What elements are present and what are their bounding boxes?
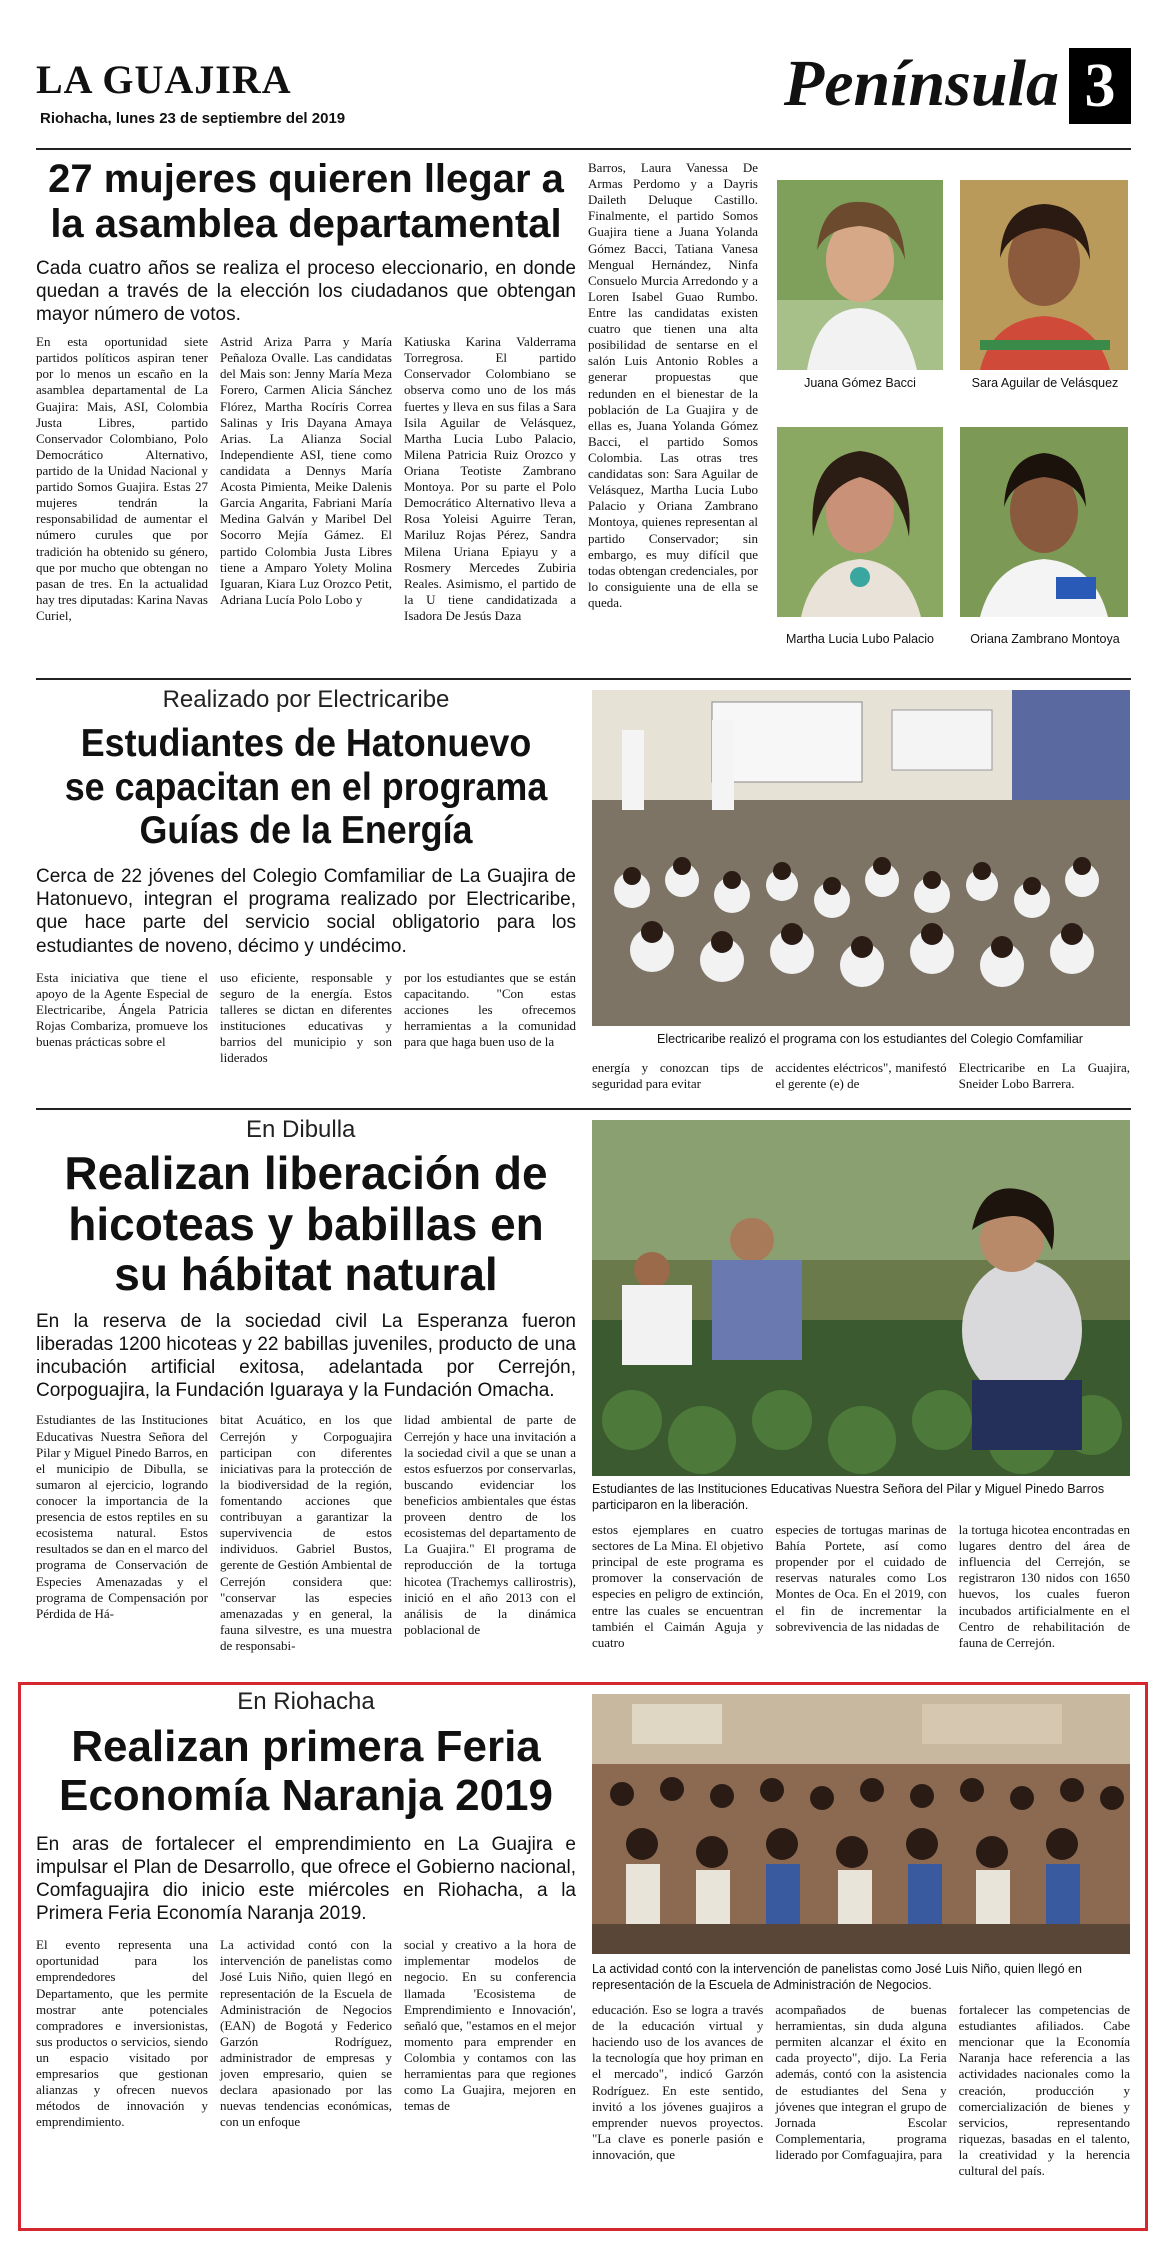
article-column: acompañados de buenas herramientas, sin duda alguna permiten alcanzar el éxito en cada proyecto", dijo. La Feria además, contó con la asistencia de estudiantes del Sena y jóvenes que integran el grupo de Jornada Escolar Complementaria, programa liderado por Comfaguajira, para	[775, 2002, 947, 2162]
article-column: educación. Eso se logra a través de la educación virtual y haciendo uso de los avances de la tecnología que hoy priman en el mercado", indicó Garzón Rodríguez. En este sentido, invitó a los jóvenes guajiros a emprender nuevos proyectos. "La clave es ponerle pasión e innovación, que	[592, 2002, 764, 2162]
article-kicker: En Dibulla	[246, 1116, 356, 1143]
article-lead: Cada cuatro años se realiza el proceso eleccionario, en donde quedan a través de la elección los ciudadanos que obtengan mayor número de votos.	[36, 257, 576, 325]
article-lead: En la reserva de la sociedad civil La Esperanza fueron liberadas 1200 hicoteas y 22 babillas juveniles, producto de una incubación artificial exitosa, adelantada por Cerrejón, Corpoguajira, la Fundación Iguaraya y la Fundación Omacha.	[36, 1310, 576, 1402]
masthead	[36, 40, 1131, 150]
electricaribe-photo	[592, 690, 1130, 1026]
article-lead: Cerca de 22 jóvenes del Colegio Comfamiliar de La Guajira de Hatonuevo, integran el programa realizado por Electricaribe, que hace parte del servicio social obligatorio para los estudiantes de noveno, décimo y undécimo.	[36, 866, 576, 957]
feria-photo	[592, 1694, 1130, 1954]
article-column: especies de tortugas marinas de Bahía Portete, así como propender por el cuidado de reservas naturales como Los Montes de Oca. En el 2019, con el fin de incrementar la sobrevivencia de las nidadas de	[775, 1522, 947, 1634]
article-column: Astrid Ariza Parra y María Peñaloza Ovalle. Las candidatas del Mais son: Jenny María Meza Forero, Carmen Alicia Sánchez Flórez, Martha Rocíris Correa Salinas y Iris Dayana Amaya Arias. La Alianza Social Independiente ASI, tiene como candidata a Dennys María Acosta Pimienta, Meike Dalenis Garcia Angarita, Fabriani María Medina Galván y Maribel Del Socorro Mejía Gámez. El partido Colombia Justa Libres tiene a Amparo Yolety Molina Iguaran, Kiara Luz Orozco Petit, Adriana Lucía Polo Lobo y	[220, 334, 392, 607]
dibulla-photo	[592, 1120, 1130, 1476]
article-column: bitat Acuático, en los que Cerrejón y Corpoguajira participan con diferentes iniciativas para la protección de la biodiversidad de la región, fomentando acciones que contribuyan a garantizar la supervivencia de estos individuos. Gabriel Bustos, gerente de Gestión Ambiental de Cerrejón considera que: "conservar las especies amenazadas y en general, la fauna silvestre, es una muestra de responsabi-	[220, 1412, 392, 1653]
portrait-caption: Oriana Zambrano Montoya	[970, 632, 1120, 646]
article-bottom-columns	[592, 2002, 1130, 2212]
article-dibulla	[36, 1116, 576, 1671]
article-kicker: En Riohacha	[237, 1688, 375, 1715]
portrait-photo	[777, 180, 943, 370]
section-divider	[36, 1108, 1131, 1110]
article-column: Barros, Laura Vanessa De Armas Perdomo y a Dayris Daileth Deluque Castillo. Finalmente, el partido Somos Guajira tiene a Juana Yolanda Gómez Bacci, Tatiana Vanesa Mengual Hernández, Ninfa Consuelo Murcia Arredondo y a Loren Isabel Guao Rumbo. Entre las candidatas existen cuatro que tienen una alta posibilidad de sentarse en el salón Luis Antonio Robles a generar propuestas que redunden en el bienestar de la población de La Guajira y de ellas es, Juana Yolanda Gómez Bacci, el partido Somos Colombia. Las otras tres candidatas son: Sara Aguilar de Velásquez, Martha Lucia Lubo Palacio y Oriana Zambrano Montoya, quienes representan al partido Conservador; sin embargo, es muy difícil que todas obtengan credenciales, por lo consiguiente una de ella se queda.	[588, 160, 758, 610]
article-headline: Estudiantes de Hatonuevo se capacitan en el programa Guías de la Energía	[64, 722, 548, 853]
article-bottom-columns	[592, 1522, 1130, 1672]
article-columns	[36, 1937, 576, 2130]
article-column: la tortuga hicotea encontradas en lugares dentro del área de influencia del Cerrejón, se registraron 130 nidos con 1650 huevos, los cuales fueron incubados artificialmente en el Centro de rehabilitación de fauna de Cerrejón.	[958, 1522, 1130, 1650]
article-column: social y creativo a la hora de implementar modelos de negocio. En su conferencia llamada 'Ecosistema de Emprendimiento e Innovación', señaló que, "estamos en el mejor momento para emprender en Colombia y contamos con las herramientas para que regiones como La Guajira, mejoren en temas de	[404, 1937, 576, 2114]
masthead-divider	[36, 148, 1131, 150]
section-divider	[36, 678, 1131, 680]
article-column: Estudiantes de las Instituciones Educativas Nuestra Señora del Pilar y Miguel Pinedo Barros, en el municipio de Dibulla, se sumaron al ejercicio, logrando conocer la importancia de la presencia de estos reptiles en su ecosistema natural. Estos resultados se dan en el marco del programa de Conservación de Especies Amenazadas y el programa de Compensación por Pérdida de Há-	[36, 1412, 208, 1621]
article-column: En esta oportunidad siete partidos políticos aspiran tener por lo menos un escaño en la asamblea departamental de La Guajira: Mais, ASI, Colombia Justa Libres, partido Conservador Colombiano, Polo Democrático Alternativo, partido de la Unidad Nacional y partido Somos Guajira. Estas 27 mujeres tendrán la responsabilidad de aumentar el número curules que por tradición ha obtenido su género, que por mucho que obtengan no pasan de tres. En la actualidad hay tres diputadas: Karina Navas Curiel,	[36, 334, 208, 623]
portrait-caption: Martha Lucia Lubo Palacio	[785, 632, 934, 646]
article-column: estos ejemplares en cuatro sectores de La Mina. El objetivo principal de este programa es promover la conservación de especies en peligro de extinción, entre las cuales se encuentran también el Caimán Aguja y cuatro	[592, 1522, 764, 1650]
article-headline: 27 mujeres quieren llegar a la asamblea departamental	[48, 157, 564, 246]
portrait-photo	[960, 180, 1128, 370]
article-column: por los estudiantes que se están capacitando. "Con estas acciones les ofrecemos herramientas a la comunidad para que haga buen uso de la	[404, 969, 576, 1050]
article-bottom-columns	[592, 1060, 1130, 1100]
photo-caption: Electricaribe realizó el programa con los estudiantes del Colegio Comfamiliar	[657, 1032, 1083, 1046]
article-asamblea-continued	[588, 160, 758, 670]
photo-caption: Estudiantes de las Instituciones Educativas Nuestra Señora del Pilar y Miguel Pinedo Barros participaron en la liberación.	[592, 1482, 1105, 1512]
article-column: Katiuska Karina Valderrama Torregrosa. El partido Conservador Colombiano se observa como uno de los más fuertes y lleva en sus filas a Sara Isila Aguilar de Velásquez, Martha Lucia Lubo Palacio, Milena Patricia Ruiz Orozco y Oriana Teotiste Zambrano Montoya. Por su parte el Polo Democrático Alternativo lleva a Rosa Yoleisi Aguirre Teran, Mariluz Rojas Pérez, Sandra Milena Uriana Epiayu y a Rosmery Mercedes Zubiria Reales. Asimismo, el partido de la U tiene candidatizada a Isadora De Jesús Daza	[404, 334, 576, 623]
article-kicker: Realizado por Electricaribe	[162, 686, 450, 713]
photo-caption: La actividad contó con la intervención de panelistas como José Luis Niño, quien llegó en representación de la Escuela de Administración de Negocios.	[592, 1962, 1082, 1992]
portrait-photo	[960, 427, 1128, 617]
article-lead: En aras de fortalecer el emprendimiento en La Guajira e impulsar el Plan de Desarrollo, que ofrece el Gobierno nacional, Comfaguajira dio inicio este miércoles en Riohacha, a la Primera Feria Economía Naranja 2019.	[36, 1833, 576, 1925]
article-economia-naranja	[36, 1688, 576, 2223]
article-column: accidentes eléctricos", manifestó el gerente (e) de	[775, 1060, 947, 1092]
publication-date: Riohacha, lunes 23 de septiembre del 2019	[40, 110, 346, 127]
article-columns	[36, 969, 576, 1066]
article-column: fortalecer las competencias de estudiantes afiliados. Cabe mencionar que la Economía Naranja hace referencia a las actividades nacionales como la creación, producción y comercialización de bienes y servicios, representando riquezas, basadas en el talento, la creatividad y la herencia cultural del país.	[958, 2002, 1130, 2179]
portrait-caption: Juana Gómez Bacci	[804, 376, 916, 390]
article-headline: Realizan primera Feria Economía Naranja 2019	[58, 1722, 553, 1821]
article-columns	[36, 334, 576, 650]
article-column: lidad ambiental de parte de Cerrejón y hace una invitación a la sociedad civil a que se unan a estos esfuerzos por conservarlas, buscando evidenciar los beneficios ambientales que éstas proveen dentro de los ecosistemas del departamento de La Guajira." El programa de reproducción de la tortuga hicotea (Trachemys callirostris), inició en el año 2013 con el análisis de la dinámica poblacional de	[404, 1412, 576, 1637]
portrait-photo	[777, 427, 943, 617]
newspaper-brand: LA GUAJIRA	[36, 57, 292, 102]
article-column: Electricaribe en La Guajira, Sneider Lobo Barrera.	[958, 1060, 1130, 1092]
article-column: Esta iniciativa que tiene el apoyo de la Agente Especial de Electricaribe, Ángela Patricia Rojas Combariza, promueve los buenas prácticas sobre el	[36, 969, 208, 1050]
article-headline: Realizan liberación de hicoteas y babillas en su hábitat natural	[64, 1147, 548, 1301]
article-column: energía y conozcan tips de seguridad para evitar	[592, 1060, 764, 1092]
article-columns	[36, 1412, 576, 1656]
section-title: Península	[783, 47, 1059, 120]
page-number: 3	[1069, 48, 1131, 124]
article-hatonuevo	[36, 686, 576, 1096]
article-column: uso eficiente, responsable y seguro de la energía. Estos talleres se dictan en diferentes instituciones educativas y barrios del municipio y son liderados	[220, 969, 392, 1066]
article-column: El evento representa una oportunidad para los emprendedores del Departamento, que les permite mostrar ante potenciales compradores e inversionistas, sus productos o servicios, siendo un espacio visitado por empresarios que gestionan alianzas y ofrecen nuevos métodos de innovación y emprendimiento.	[36, 1937, 208, 2130]
article-column: La actividad contó con la intervención de panelistas como José Luis Niño, quien llegó en representación de la Escuela de Administración de Negocios (EAN) de Bogotá y Federico Garzón Rodríguez, administrador de empresas y joven empresario, quien se declara apasionado por las nuevas tendencias económicas, con un enfoque	[220, 1937, 392, 2130]
portrait-caption: Sara Aguilar de Velásquez	[971, 376, 1119, 390]
article-asamblea	[36, 155, 576, 675]
